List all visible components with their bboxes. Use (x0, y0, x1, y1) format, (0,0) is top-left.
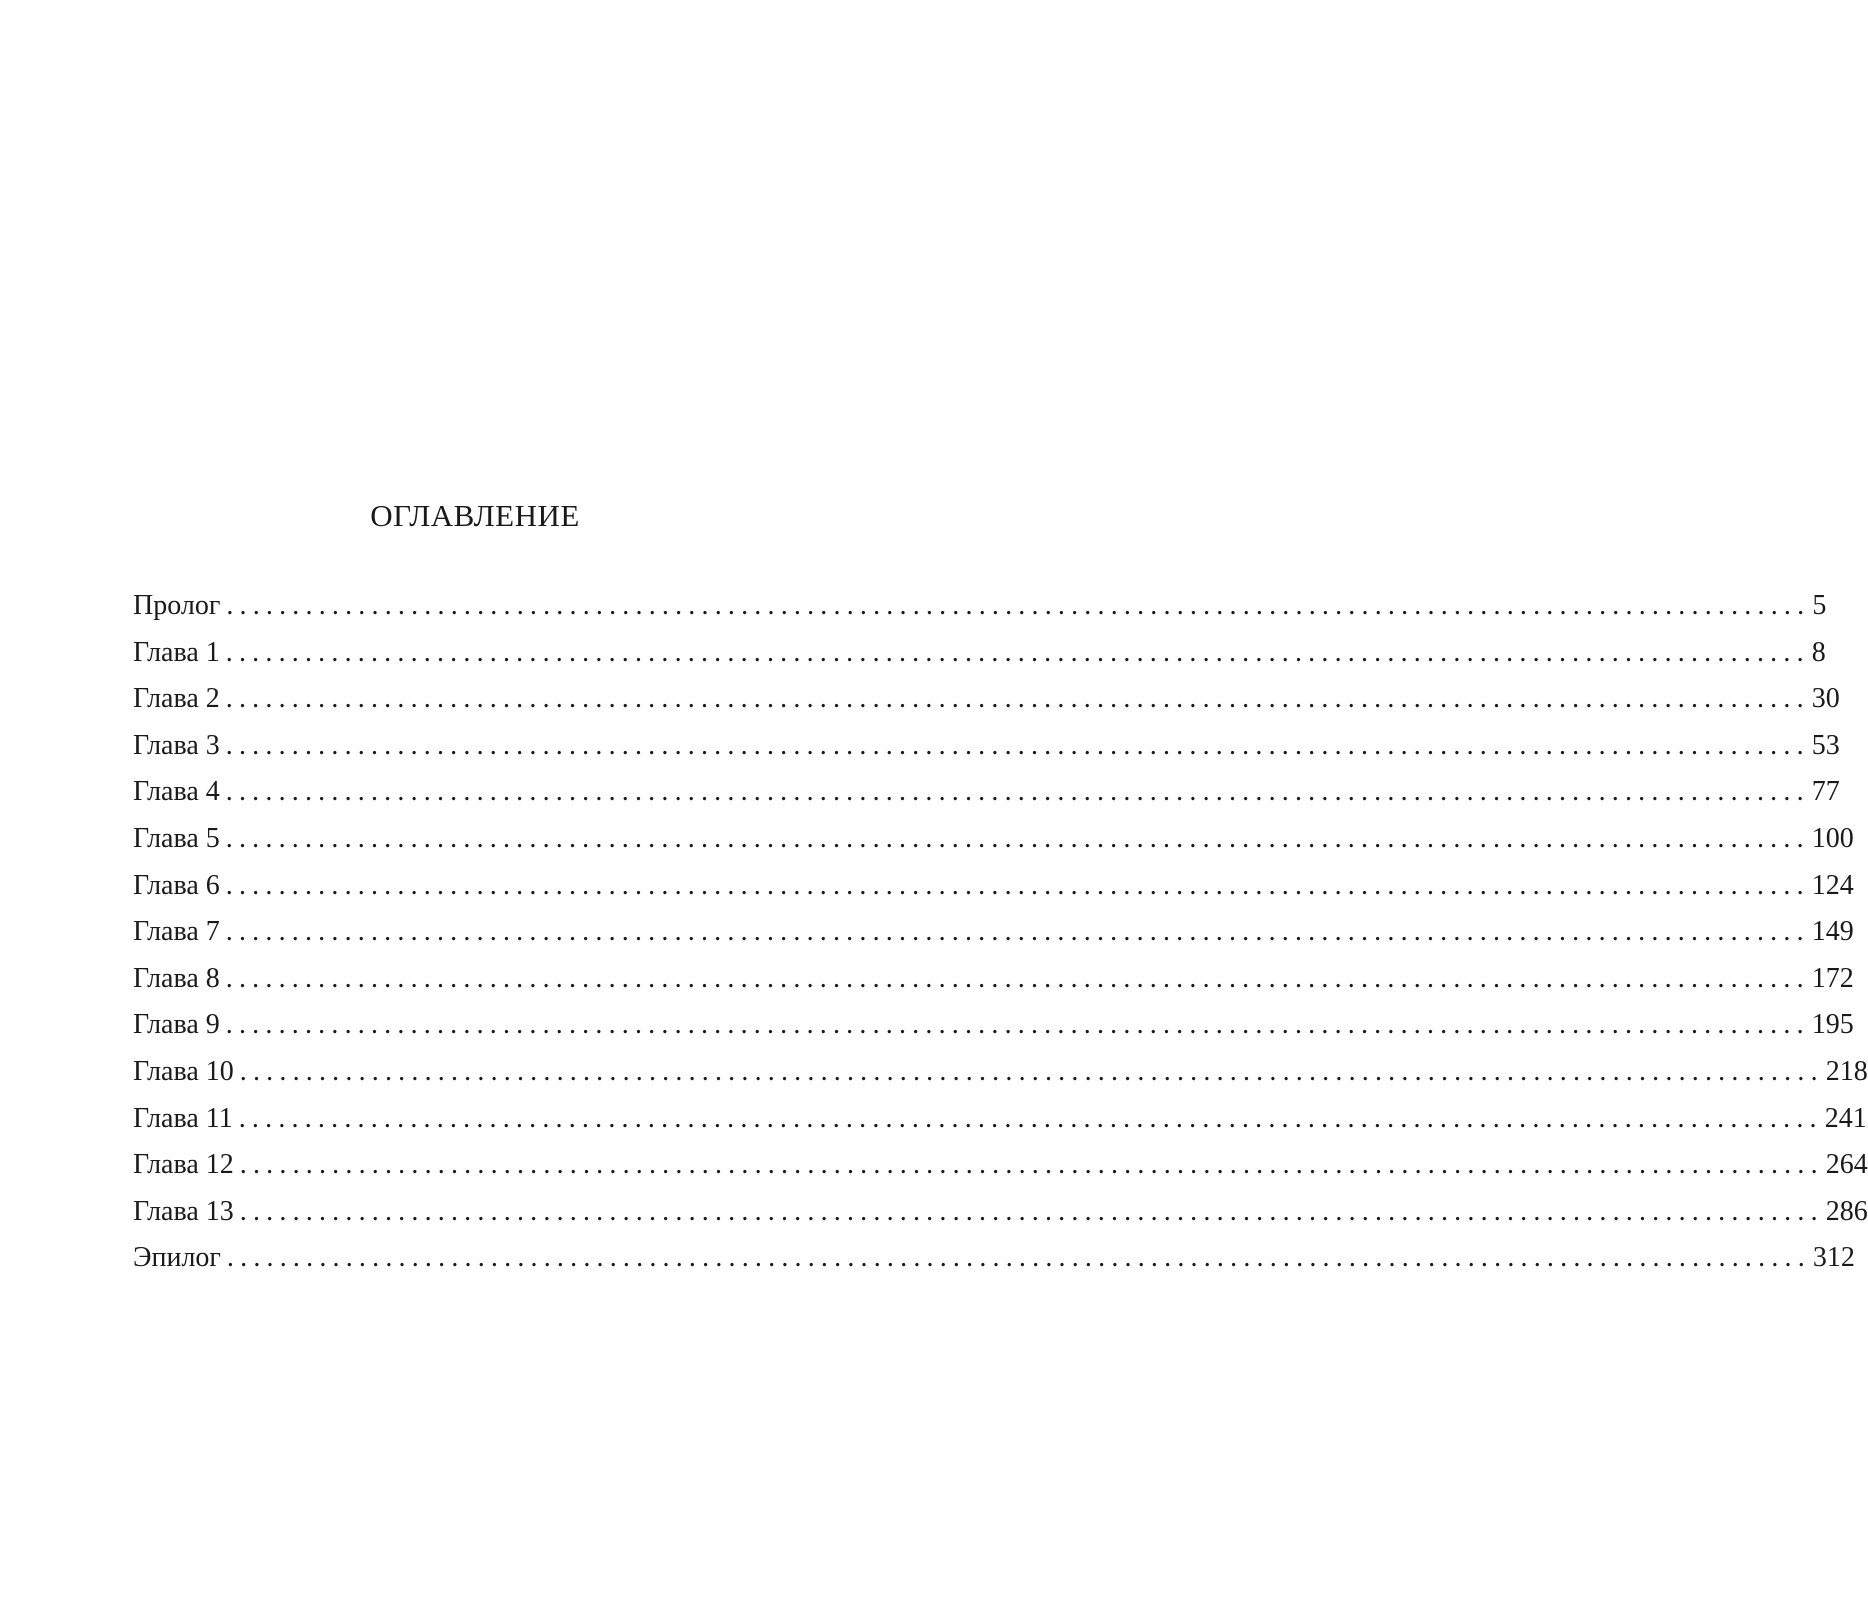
toc-entry-page: 8 (1811, 636, 1826, 668)
toc-entry (133, 816, 1854, 863)
toc-entry (133, 1096, 1867, 1143)
toc-entry-label: Эпилог (133, 1242, 221, 1274)
toc-entry (133, 1049, 1868, 1096)
toc-entry-label: Пролог (133, 590, 221, 621)
toc-entry-page: 264 (1825, 1149, 1868, 1181)
toc-leader-dots: ........................................................................................................................ (226, 590, 1811, 621)
toc-entry-page: 286 (1825, 1195, 1868, 1227)
toc-entry-page: 77 (1811, 776, 1840, 808)
toc-leader-dots: ........................................................................................................................ (238, 1102, 1823, 1134)
toc-entry (133, 909, 1854, 956)
toc-leader-dots: ........................................................................................................................ (225, 869, 1810, 901)
toc-entry-label: Глава 1 (133, 636, 220, 668)
toc-entry (133, 723, 1840, 770)
toc-list (133, 583, 1868, 1282)
toc-entry (133, 1235, 1855, 1282)
toc-entry-label: Глава 5 (133, 822, 220, 854)
toc-entry-label: Глава 8 (133, 962, 220, 994)
toc-entry-label: Глава 13 (133, 1195, 234, 1227)
toc-leader-dots: ........................................................................................................................ (225, 916, 1810, 948)
toc-entry-label: Глава 11 (133, 1102, 233, 1134)
toc-entry-page: 124 (1811, 869, 1854, 901)
toc-entry (133, 956, 1854, 1003)
toc-entry-page: 172 (1811, 962, 1854, 994)
toc-entry-label: Глава 6 (133, 869, 220, 901)
toc-entry-page: 30 (1811, 683, 1840, 715)
toc-leader-dots: ........................................................................................................................ (226, 1242, 1811, 1274)
toc-entry-page: 218 (1825, 1055, 1868, 1087)
toc-leader-dots: ........................................................................................................................ (225, 683, 1810, 715)
toc-entry (133, 863, 1854, 910)
toc-entry-label: Глава 3 (133, 729, 220, 761)
toc-entry-label: Глава 12 (133, 1149, 234, 1181)
toc-entry (133, 1002, 1854, 1049)
toc-entry-page: 5 (1812, 590, 1827, 621)
toc-entry (133, 769, 1840, 816)
toc-leader-dots: ........................................................................................................................ (225, 1009, 1810, 1041)
toc-entry-page: 149 (1811, 916, 1854, 948)
toc-entry (133, 676, 1840, 723)
toc-leader-dots: ........................................................................................................................ (239, 1149, 1824, 1181)
toc-entry-label: Глава 2 (133, 683, 220, 715)
toc-entry-page: 195 (1811, 1009, 1854, 1041)
toc-entry-label: Глава 9 (133, 1009, 220, 1041)
toc-leader-dots: ........................................................................................................................ (225, 776, 1810, 808)
toc-entry (133, 1189, 1868, 1236)
toc-leader-dots: ........................................................................................................................ (225, 729, 1810, 761)
toc-entry-page: 312 (1812, 1242, 1855, 1274)
toc-entry-page: 53 (1811, 729, 1840, 761)
toc-entry-label: Глава 10 (133, 1055, 234, 1087)
toc-entry-page: 100 (1811, 822, 1854, 854)
toc-leader-dots: ........................................................................................................................ (225, 822, 1810, 854)
toc-leader-dots: ........................................................................................................................ (239, 1055, 1824, 1087)
toc-title: ОГЛАВЛЕНИЕ (370, 498, 580, 533)
toc-leader-dots: ........................................................................................................................ (239, 1195, 1824, 1227)
toc-entry (133, 630, 1826, 677)
toc-leader-dots: ........................................................................................................................ (225, 636, 1810, 668)
toc-entry-label: Глава 4 (133, 776, 220, 808)
toc-leader-dots: ........................................................................................................................ (225, 962, 1810, 994)
toc-entry (133, 1142, 1868, 1189)
toc-entry (133, 583, 1827, 630)
toc-entry-label: Глава 7 (133, 916, 220, 948)
toc-entry-page: 241 (1824, 1102, 1867, 1134)
